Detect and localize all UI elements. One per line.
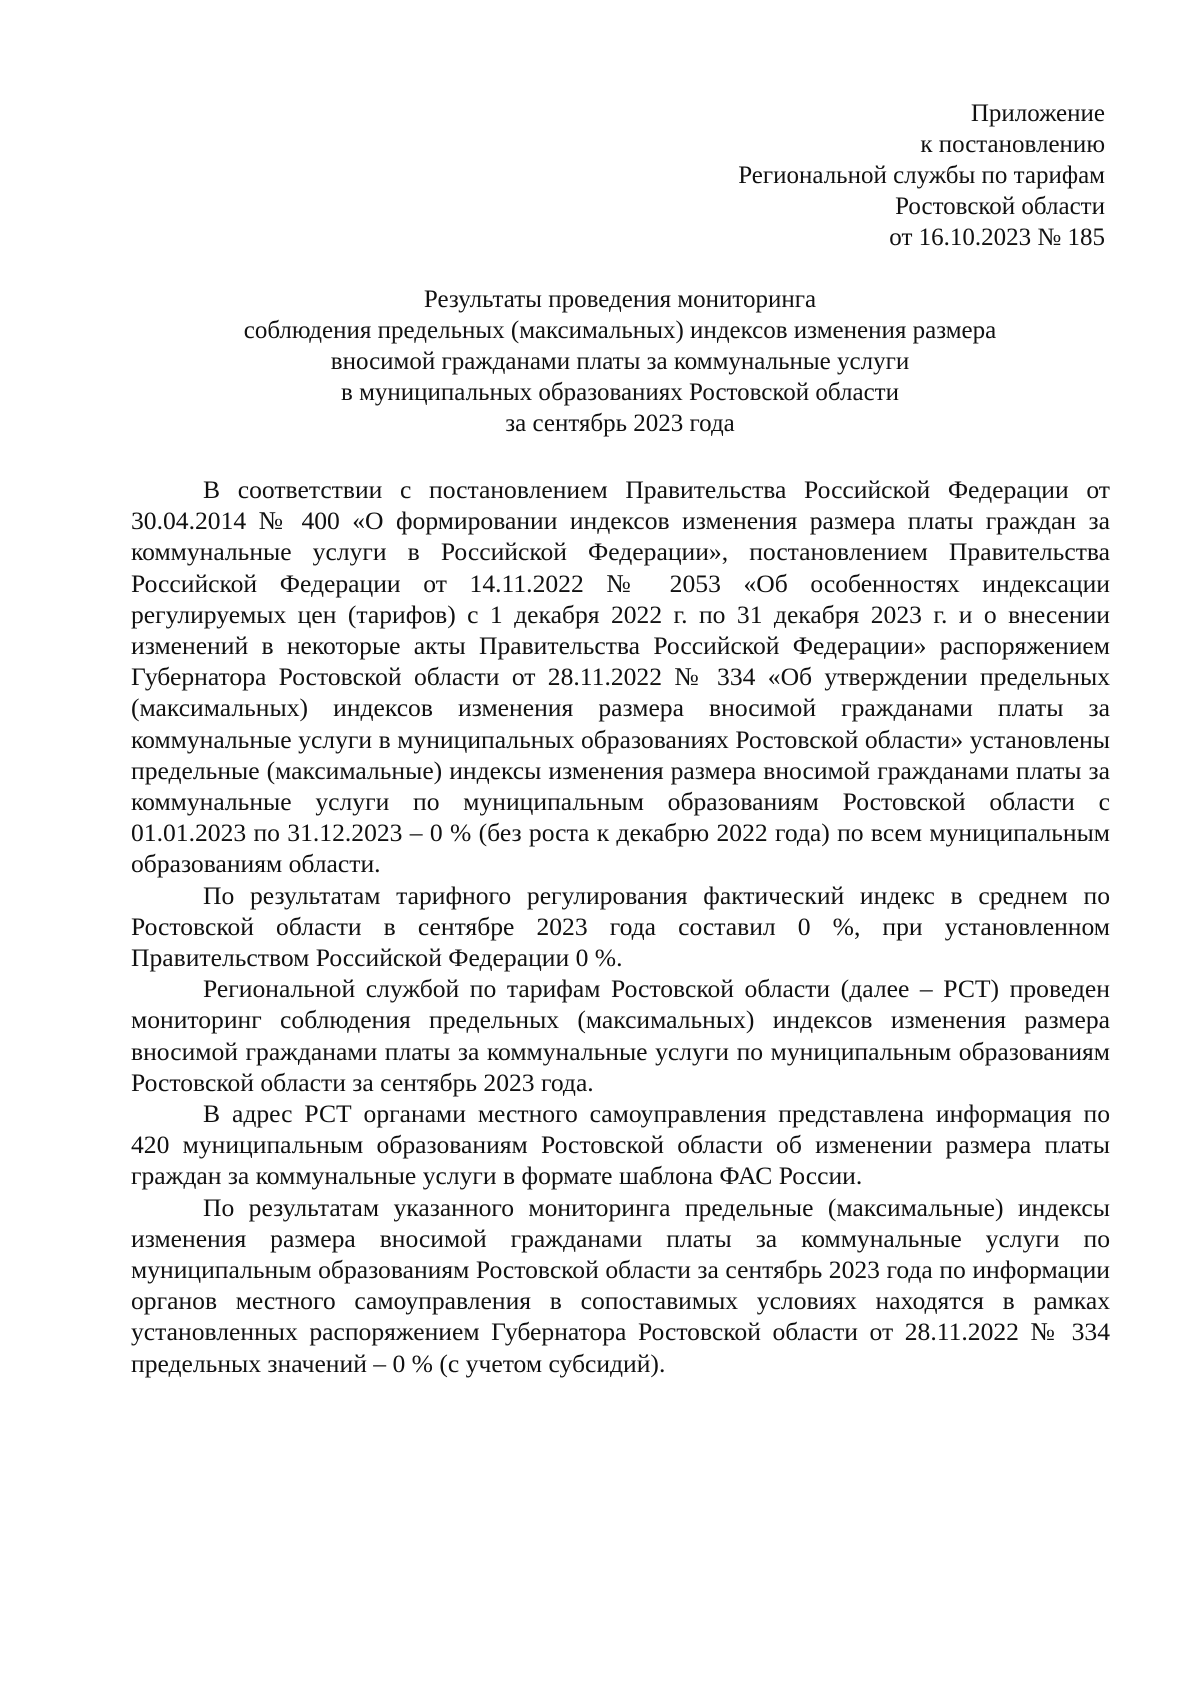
body-paragraph: В соответствии с постановлением Правительства Российской Федерации от 30.04.2014 № 400 «О формировании индексов изменения размера платы граждан за коммунальные услуги в Российской Федерации», постановлением Правительства Российской Федерации от 14.11.2022 № 2053 «Об особенностях индексации регулируемых цен (тарифов) с 1 декабря 2022 г. по 31 декабря 2023 г. и о внесении изменений в некоторые акты Правительства Российской Федерации» распоряжением Губернатора Ростовской области от 28.11.2022 № 334 «Об утверждении предельных (максимальных) индексов изменения размера вносимой гражданами платы за коммунальные услуги в муниципальных образованиях Ростовской области» установлены предельные (максимальные) индексы изменения размера вносимой гражданами платы за коммунальные услуги по муниципальным образованиям Ростовской области с 01.01.2023 по 31.12.2023 – 0 % (без роста к декабрю 2022 года) по всем муниципальным образованиям области. — [131, 475, 1110, 879]
appendix-line: Ростовской области — [895, 193, 1105, 220]
appendix-line: Приложение — [970, 100, 1105, 127]
body-paragraph: Региональной службой по тарифам Ростовской области (далее – РСТ) проведен мониторинг соблюдения предельных (максимальных) индексов изменения размера вносимой гражданами платы за коммунальные услуги по муниципальным образованиям Ростовской области за сентябрь 2023 года. — [131, 974, 1110, 1097]
appendix-header — [585, 98, 1105, 253]
body-paragraph: По результатам указанного мониторинга предельные (максимальные) индексы изменения размера вносимой гражданами платы за коммунальные услуги по муниципальным образованиям Ростовской области за сентябрь 2023 года по информации органов местного самоуправления в сопоставимых условиях находятся в рамках установленных распоряжением Губернатора Ростовской области от 28.11.2022 № 334 предельных значений – 0 % (с учетом субсидий). — [131, 1192, 1110, 1378]
body-paragraph: По результатам тарифного регулирования фактический индекс в среднем по Ростовской области в сентябре 2023 года составил 0 %, при установленном Правительством Российской Федерации 0 %. — [131, 880, 1110, 973]
document-title — [130, 284, 1110, 439]
title-line: за сентябрь 2023 года — [505, 410, 735, 437]
appendix-date-number: от 16.10.2023 № 185 — [889, 224, 1105, 251]
appendix-line: к постановлению — [920, 131, 1105, 158]
document-body — [131, 474, 1110, 1379]
body-paragraph: В адрес РСТ органами местного самоуправления представлена информация по 420 муниципальным образованиям Ростовской области об изменении размера платы граждан за коммунальные услуги в формате шаблона ФАС России. — [131, 1099, 1110, 1191]
appendix-line: Региональной службы по тарифам — [738, 162, 1105, 189]
title-line: вносимой гражданами платы за коммунальные услуги — [330, 348, 910, 375]
title-line: в муниципальных образованиях Ростовской области — [341, 379, 899, 406]
title-line: Результаты проведения мониторинга — [423, 286, 817, 313]
title-line: соблюдения предельных (максимальных) индексов изменения размера — [243, 317, 997, 344]
